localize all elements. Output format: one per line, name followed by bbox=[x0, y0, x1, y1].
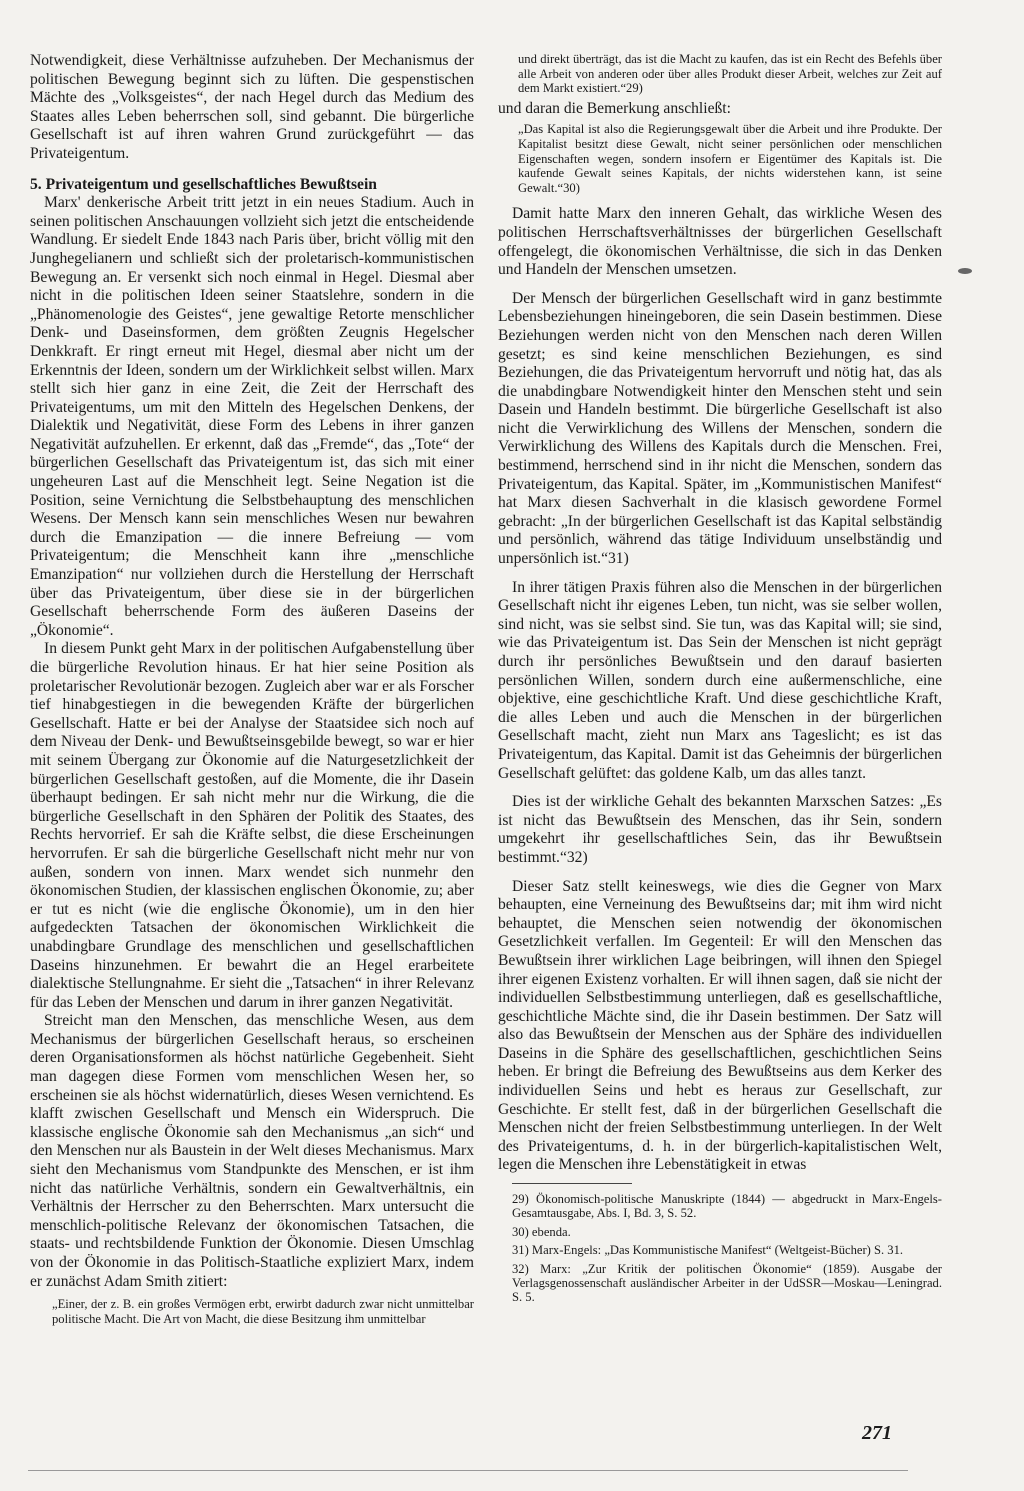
footnote-divider bbox=[512, 1183, 632, 1184]
body-paragraph: Marx' denkerische Arbeit tritt jetzt in ein neues Stadium. Auch in seinen politischen Anschauungen vollzieht sich jetzt die entscheidende Wandlung. Er siedelt Ende 1843 nach Paris über, bricht völlig mit den Junghegelianern und schließt sich der proletarisch-kommunistischen Bewegung an. Er versenkt sich noch einmal in Hegel. Diesmal aber nicht in die politischen Ideen seiner Staatslehre, sondern in die „Phänomenologie des Geistes“, jene gewaltige Retorte menschlicher Denk- und Daseinsformen, dem größten Zeugnis Hegelscher Denkkraft. Er ringt erneut mit Hegel, diesmal aber nicht um der Erkenntnis der Ideen, sondern um der Wirklichkeit selbst willen. Marx stellt sich hier ganz in eine Zeit, die Zeit der Herrschaft des Privateigentums, um mit den Mitteln des Hegelschen Denkens, der Dialektik und Negativität, diese Form des Lebens in ihrer ganzen Negativität aufzuhellen. Er erkennt, daß das „Fremde“, das „Tote“ der bürgerlichen Gesellschaft das Privateigentum ist, das sich mit einer ungeheuren Last auf die Menschheit legt. Seine Negation ist die Position, seine Vernichtung die Selbstbehauptung des menschlichen Wesens. Der Mensch kann sein menschliches Wesen nur bewahren durch die Emanzipation — die innere Befreiung — vom Privateigentum; die Menschheit kann ihre „menschliche Emanzipation“ nur vollziehen durch die Herstellung der Herrschaft über das Privateigentum, über diese sie in der bürgerlichen Gesellschaft beherrschende Form des äußeren Daseins der „Ökonomie“. bbox=[30, 194, 474, 639]
footnote: 32) Marx: „Zur Kritik der politischen Ökonomie“ (1859). Ausgabe der Verlagsgenossenschaft ausländischer Arbeiter in der UdSSR—Moskau—Leningrad. S. 5. bbox=[512, 1261, 942, 1305]
ink-mark bbox=[958, 268, 972, 274]
block-quote: „Einer, der z. B. ein großes Vermögen erbt, erwirbt dadurch zwar nicht unmittelbar politische Macht. Die Art von Macht, die diese Besitzung ihm unmittelbar bbox=[52, 1297, 474, 1326]
bottom-edge-line bbox=[28, 1470, 908, 1471]
body-paragraph: Streicht man den Menschen, das menschliche Wesen, aus dem Mechanismus der bürgerlichen Gesellschaft heraus, so erscheinen deren Organisationsformen als höchst natürliche Gegebenheit. Sieht man dagegen diese Formen vom menschlichen Wesen her, so erscheinen sie als höchst widernatürlich, dieses Wesen vernichtend. Es klafft zwischen Gesellschaft und Mensch ein Widerspruch. Die klassische englische Ökonomie sah den Mechanismus „an sich“ und den Menschen nur als Baustein in der Welt dieses Mechanismus. Marx sieht den Mechanismus vom Standpunkte des Menschen, er ist ihm nicht das natürliche Verhältnis, sondern ein Gewaltverhältnis, ein Verhältnis der Herrscher zu den Beherrschten. Marx untersucht die menschlich-politische Relevanz der ökonomischen Tatsachen, die staats- und rechtsbildende Funktion der Ökonomie. Diesen Umschlag von der Ökonomie in das Politisch-Staatliche expliziert Marx, indem er zunächst Adam Smith zitiert: bbox=[30, 1012, 474, 1290]
body-paragraph: Dieser Satz stellt keineswegs, wie dies die Gegner von Marx behaupten, eine Verneinung des Bewußtseins dar; mit ihm wird nicht behauptet, die Menschen seien notwendig der ökonomischen Gesetzlichkeit verfallen. Im Gegenteil: Er will den Menschen das Bewußtsein ihrer wirklichen Lage beibringen, will ihnen den Spiegel ihrer eigenen Existenz vorhalten. Er will ihnen sagen, daß sie nicht der individuellen Selbstbestimmung unterliegen, daß es gesellschaftliche, geschichtliche Mächte sind, die ihr Dasein bestimmen. Der Satz will also das Bewußtsein der Menschen aus der Sphäre des individuellen Daseins in die Sphäre des gesellschaftlichen, geschichtlichen Seins heben. Er bringt die Befreiung des Bewußtseins aus dem Kerker des individuellen Seins und hebt es heraus zur Gesellschaft, zur Geschichte. Er stellt fest, daß in der bürgerlichen Gesellschaft die Menschen nicht der freien Selbstbestimmung unterliegen. In der Welt des Privateigentums, d. h. in der bürgerlich-kapitalistischen Welt, legen die Menschen ihre Lebenstätigkeit in etwas bbox=[498, 877, 942, 1174]
section-heading: 5. Privateigentum und gesellschaftliches Bewußtsein bbox=[30, 175, 377, 193]
footnote: 29) Ökonomisch-politische Manuskripte (1844) — abgedruckt in Marx-Engels-Gesamtausgabe, Abs. I, Bd. 3, S. 52. bbox=[512, 1192, 942, 1221]
body-paragraph: Dies ist der wirkliche Gehalt des bekannten Marxschen Satzes: „Es ist nicht das Bewußtsein des Menschen, das ihr Sein, sondern umgekehrt ihr gesellschaftliches Sein, das ihr Bewußtsein bestimmt.“32) bbox=[498, 793, 942, 866]
body-paragraph: Damit hatte Marx den inneren Gehalt, das wirkliche Wesen des politischen Herrschaftsverhältnisses der bürgerlichen Gesellschaft offengelegt, die ökonomischen Verhältnisse, die sich in das Denken und Handeln der Menschen umsetzen. bbox=[498, 205, 942, 279]
intro-paragraph: Notwendigkeit, diese Verhältnisse aufzuheben. Der Mechanismus der politischen Bewegung beginnt sich zu lüften. Die gespenstischen Mächte des „Volksgeistes“, der nach Hegel durch das Medium des Staates alles Leben beherrschen soll, sind gebannt. Die bürgerliche Gesellschaft ist auf ihren wahren Grund zurückgeführt — das Privateigentum. bbox=[30, 52, 474, 162]
right-column bbox=[498, 52, 942, 1309]
body-paragraph: In diesem Punkt geht Marx in der politischen Aufgabenstellung über die bürgerliche Revolution hinaus. Er hat hier seine Position als proletarischer Revolutionär bezogen. Zugleich aber war er als Forscher tief hinabgestiegen in die bewegenden Kräfte der bürgerlichen Gesellschaft. Hatte er bei der Analyse der Staatsidee sich noch auf dem Niveau der Denk- und Bewußtseinsgebilde bewegt, so war er hier mit seinem Übergang zur Ökonomie auf die Naturgesetzlichkeit der bürgerlichen Gesellschaft gestoßen, auf die Momente, die ihr Dasein überhaupt bedingen. Er sah nicht mehr nur die Wirkung, die die bürgerliche Gesellschaft in den Sphären der Politik des Staates, des Rechts hervorrief. Er sah die Kräfte selbst, die diese Erscheinungen hervorrufen. Er sah die bürgerliche Gesellschaft nicht mehr nur von außen, sondern von innen. Marx wendet sich nunmehr den ökonomischen Studien, der klassischen englischen Ökonomie, zu; aber er tut es nicht (wie die englische Ökonomie), um in den hier aufgedeckten Tatsachen der ökonomischen Wirklichkeit die unabdingbare Grundlage des menschlichen und gesellschaftlichen Daseins hinzunehmen. Er bewahrt die an Hegel erarbeitete dialektische Stellungnahme. Er sieht die „Tatsachen“ in ihrer Relevanz für das Leben der Menschen und darum in ihrer ganzen Negativität. bbox=[30, 640, 474, 1011]
connector-text: und daran die Bemerkung anschließt: bbox=[498, 99, 731, 117]
footnote: 31) Marx-Engels: „Das Kommunistische Manifest“ (Weltgeist-Bücher) S. 31. bbox=[512, 1243, 904, 1258]
left-column bbox=[30, 52, 474, 1326]
block-quote-continued: und direkt überträgt, das ist die Macht zu kaufen, das ist ein Recht des Befehls über alle Arbeit von anderen oder über alles Produkt dieser Arbeit, welches zur Zeit auf dem Markt existiert.“29) bbox=[518, 52, 942, 96]
page-number: 271 bbox=[862, 1422, 892, 1444]
body-paragraph: Der Mensch der bürgerlichen Gesellschaft wird in ganz bestimmte Lebensbeziehungen hineingeboren, die sein Dasein bestimmen. Diese Beziehungen werden nicht von den Menschen nach deren Willen gesetzt; es sind keine menschlichen Beziehungen, es sind Beziehungen, die das Privateigentum hervorruft und nötig hat, das als die unabdingbare Notwendigkeit hinter den Menschen steht und sein Dasein und Handeln bestimmt. Die bürgerliche Gesellschaft ist also nicht die Verwirklichung des Willens der Menschen, sondern die Verwirklichung des Willens des Kapitals durch die Menschen. Frei, bestimmend, herrschend sind in ihr nicht die Menschen, sondern das Privateigentum, das Kapital. Später, im „Kommunistischen Manifest“ hat Marx diesen Sachverhalt in die klasisch gewordene Formel gebracht: „In der bürgerlichen Gesellschaft ist das Kapital selbständig und persönlich, während das tätige Individuum unselbständig und unpersönlich ist.“31) bbox=[498, 289, 942, 568]
page bbox=[30, 52, 942, 1452]
body-paragraph: In ihrer tätigen Praxis führen also die Menschen in der bürgerlichen Gesellschaft nicht ihr eigenes Leben, tun nicht, was sie selber wollen, sind nicht, was sie selbst sind. Sie tun, was das Kapital will; sie sind, wie das Privateigentum ist. Das Sein der Menschen ist nicht geprägt durch ihr persönliches Bewußtsein und den darauf basierten persönlichen Willen, sondern durch eine außermenschliche, eine objektive, eine geschichtliche Kraft. Und diese geschichtliche Kraft, die alles Leben und auch die Menschen in der bürgerlichen Gesellschaft macht, zieht nun Marx ans Tageslicht; es ist das Privateigentum, das Kapital. Damit ist das Geheimnis der bürgerlichen Gesellschaft gelüftet: das goldene Kalb, um das alles tanzt. bbox=[498, 578, 942, 782]
block-quote: „Das Kapital ist also die Regierungsgewalt über die Arbeit und ihre Produkte. Der Kapitalist besitzt diese Gewalt, nicht seiner persönlichen oder menschlichen Eigenschaften wegen, sondern insofern er Eigentümer des Kapitals ist. Die kaufende Gewalt seines Kapitals, der nichts widerstehen kann, ist seine Gewalt.“30) bbox=[518, 122, 942, 195]
footnote: 30) ebenda. bbox=[512, 1224, 571, 1239]
